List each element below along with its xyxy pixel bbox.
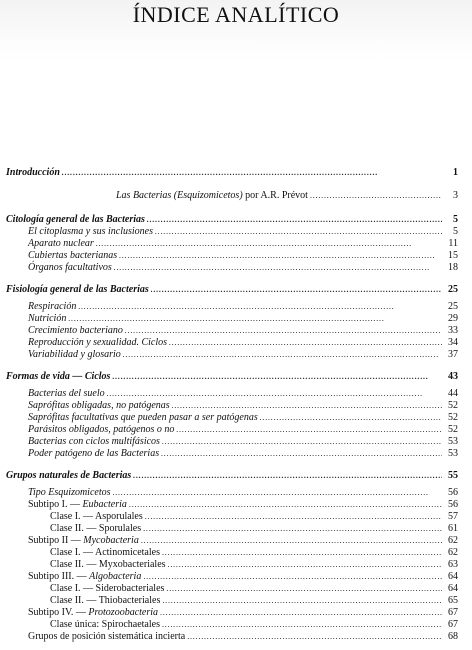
- toc-entry-nutricion: [28, 313, 458, 325]
- toc-entry-grupos-naturales: [6, 470, 458, 482]
- toc-label-author: por A.R. Prévot: [242, 190, 308, 201]
- toc-entry-respiracion: [28, 301, 458, 313]
- toc-page: 18: [448, 262, 458, 273]
- toc-label: Poder patógeno de las Bacterias: [28, 448, 160, 459]
- dot-leader: [141, 535, 442, 547]
- toc-label: Órganos facultativos: [28, 262, 112, 273]
- dot-leader: [107, 388, 442, 400]
- toc-page: 25: [448, 284, 458, 295]
- dot-leader: [151, 284, 442, 296]
- toc-page: 52: [448, 424, 458, 435]
- toc-page: 43: [448, 371, 458, 382]
- toc-page: 67: [448, 607, 458, 618]
- dot-leader: [160, 607, 442, 619]
- dot-leader: [112, 371, 442, 383]
- toc-entry-parasitos: [28, 424, 458, 436]
- toc-entry-clase-myxobacteriales: [50, 559, 458, 571]
- toc-page: 44: [448, 388, 458, 399]
- toc-entry-clase-asporulales: [50, 511, 458, 523]
- dot-leader: [129, 499, 442, 511]
- toc-entry-subtipo-3: [28, 571, 458, 583]
- toc-page: 55: [448, 470, 458, 481]
- toc-label-main: Subtipo I. —: [28, 499, 83, 510]
- toc-page: 53: [448, 448, 458, 459]
- toc-label-taxon: Algobacteria: [89, 571, 142, 582]
- toc-page: 57: [448, 511, 458, 522]
- toc-entry-citoplasma: [28, 226, 458, 238]
- toc-entry-poder-patogeno: [28, 448, 458, 460]
- toc-page: 29: [448, 313, 458, 324]
- toc-page: 1: [453, 167, 458, 178]
- toc-label: Bacterias con ciclos multifásicos: [28, 436, 160, 447]
- toc-label-main: Las Bacterias (Esquizomicetos): [116, 190, 243, 201]
- dot-leader: [168, 559, 442, 571]
- toc-page: 15: [448, 250, 458, 261]
- toc-entry-ciclos-multifasicos: [28, 436, 458, 448]
- dot-leader: [145, 511, 442, 523]
- dot-leader: [119, 250, 442, 262]
- toc-label: Bacterias del suelo: [28, 388, 105, 399]
- toc-entry-fisiologia: [6, 284, 458, 296]
- toc-label: Clase II. — Thiobacteriales: [50, 595, 161, 606]
- toc-label: Crecimiento bacteriano: [28, 325, 123, 336]
- toc-page: 53: [448, 436, 458, 447]
- toc-entry-clase-sporulales: [50, 523, 458, 535]
- toc-page: 67: [448, 619, 458, 630]
- toc-label: Tipo Esquizomicetos: [28, 487, 111, 498]
- toc-page: 56: [448, 487, 458, 498]
- toc-page: 62: [448, 547, 458, 558]
- toc-label-taxon: Mycobacteria: [83, 535, 139, 546]
- toc-label: Introducción: [6, 167, 60, 178]
- dot-leader: [147, 214, 442, 226]
- toc-page: 65: [448, 595, 458, 606]
- toc-entry-crecimiento: [28, 325, 458, 337]
- toc-label: Clase II. — Sporulales: [50, 523, 142, 534]
- toc-entry-clase-actinomicetales: [50, 547, 458, 559]
- dot-leader: [162, 547, 442, 559]
- toc-entry-tipo-esquizomicetos: [28, 487, 458, 499]
- toc-page: 61: [448, 523, 458, 534]
- toc-entry-saprofitas-facultativas: [28, 412, 458, 424]
- toc-page: 52: [448, 412, 458, 423]
- toc-label: El citoplasma y sus inclusiones: [28, 226, 153, 237]
- toc-entry-subtipo-2: [28, 535, 458, 547]
- toc-entry-cubiertas: [28, 250, 458, 262]
- dot-leader: [114, 262, 442, 274]
- dot-leader: [125, 325, 442, 337]
- dot-leader: [68, 313, 442, 325]
- toc-page: 34: [448, 337, 458, 348]
- dot-leader: [133, 470, 442, 482]
- toc-entry-citologia: [6, 214, 458, 226]
- toc-page: 64: [448, 571, 458, 582]
- toc-page: 52: [448, 400, 458, 411]
- toc-label: Clase I. — Actinomicetales: [50, 547, 160, 558]
- toc-entry-introduccion: [6, 167, 458, 179]
- toc-entry-saprofitas-obligadas: [28, 400, 458, 412]
- dot-leader: [62, 167, 442, 179]
- toc-label: Clase única: Spirochaetales: [50, 619, 160, 630]
- toc-page: 37: [448, 349, 458, 360]
- toc-entry-clase-spirochaetales: [50, 619, 458, 631]
- dot-leader: [162, 619, 442, 631]
- toc-label: Grupos naturales de Bacterias: [6, 470, 132, 481]
- dot-leader: [310, 190, 442, 202]
- toc-label: Clase I. — Asporulales: [50, 511, 143, 522]
- toc-label: Clase I. — Siderobacteriales: [50, 583, 165, 594]
- toc-label: Citología general de las Bacterias: [6, 214, 145, 225]
- toc-label-taxon: Protozoobacteria: [88, 607, 159, 618]
- toc-label: Reproducción y sexualidad. Ciclos: [28, 337, 168, 348]
- dot-leader: [187, 631, 442, 643]
- toc-entry-variabilidad: [28, 349, 458, 361]
- dot-leader: [169, 337, 442, 349]
- toc-label: Nutrición: [28, 313, 67, 324]
- dot-leader: [78, 301, 442, 313]
- toc-label: Respiración: [28, 301, 77, 312]
- toc-label-main: Subtipo II —: [28, 535, 84, 546]
- toc-page: 62: [448, 535, 458, 546]
- toc-page: 33: [448, 325, 458, 336]
- toc-page: 25: [448, 301, 458, 312]
- dot-leader: [172, 400, 442, 412]
- toc-entry-bacterias-suelo: [28, 388, 458, 400]
- toc-entry-subtipo-1: [28, 499, 458, 511]
- toc-label: Cubiertas bacterianas: [28, 250, 118, 261]
- toc-entry-aparato-nuclear: [28, 238, 458, 250]
- toc-label: Parásitos obligados, patógenos o no: [28, 424, 175, 435]
- toc-entry-organos: [28, 262, 458, 274]
- dot-leader: [260, 412, 442, 424]
- toc-entry-formas-de-vida: [6, 371, 458, 383]
- toc-label: Formas de vida — Ciclos: [6, 371, 111, 382]
- toc-page: 3: [453, 190, 458, 201]
- dot-leader: [162, 436, 442, 448]
- dot-leader: [155, 226, 442, 238]
- toc-entry-reproduccion: [28, 337, 458, 349]
- toc-page: 56: [448, 499, 458, 510]
- toc-label-taxon: Eubacteria: [82, 499, 127, 510]
- toc-page: 5: [453, 214, 458, 225]
- page-title: ÍNDICE ANALÍTICO: [132, 2, 340, 27]
- dot-leader: [143, 523, 442, 535]
- toc-label: Clase II. — Myxobacteriales: [50, 559, 166, 570]
- toc-page: 11: [448, 238, 458, 249]
- toc-label: Fisiología general de las Bacterias: [6, 284, 149, 295]
- dot-leader: [96, 238, 442, 250]
- dot-leader: [162, 595, 442, 607]
- dot-leader: [176, 424, 442, 436]
- toc-entry-las-bacterias: [116, 190, 458, 202]
- toc-page: 68: [448, 631, 458, 642]
- toc-entry-subtipo-4: [28, 607, 458, 619]
- toc-label: Saprófitas obligadas, no patógenas: [28, 400, 170, 411]
- toc-label: Saprófitas facultativas que pueden pasar a ser patógenas: [28, 412, 258, 423]
- dot-leader: [143, 571, 442, 583]
- toc-label: Grupos de posición sistemática incierta: [28, 631, 186, 642]
- toc-entry-grupos-incierta: [28, 631, 458, 643]
- toc-label-main: Subtipo IV. —: [28, 607, 89, 618]
- dot-leader: [123, 349, 442, 361]
- toc-label: Aparato nuclear: [28, 238, 94, 249]
- dot-leader: [166, 583, 442, 595]
- toc-label-main: Subtipo III. —: [28, 571, 90, 582]
- toc-page: 64: [448, 583, 458, 594]
- toc-entry-clase-siderobacteriales: [50, 583, 458, 595]
- dot-leader: [161, 448, 442, 460]
- toc-page: 5: [453, 226, 458, 237]
- dot-leader: [113, 487, 442, 499]
- toc-label: Variabilidad y glosario: [28, 349, 121, 360]
- toc-page: 63: [448, 559, 458, 570]
- toc-entry-clase-thiobacteriales: [50, 595, 458, 607]
